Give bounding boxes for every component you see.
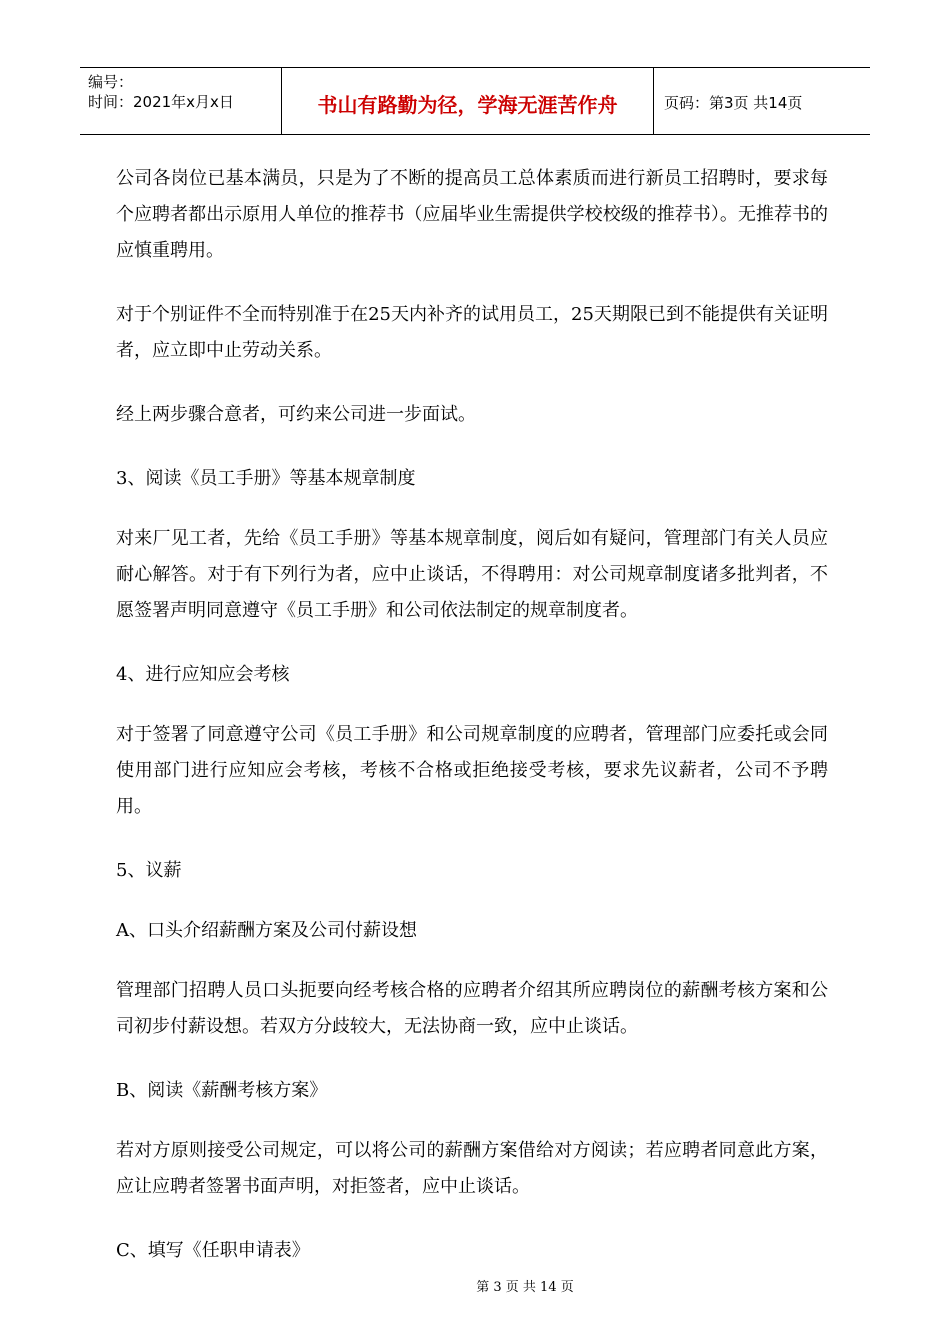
subsection-heading: C、填写《任职申请表》 <box>116 1240 310 1261</box>
page-footer: 第 3 页 共 14 页 <box>476 1280 574 1295</box>
paragraph: 管理部门招聘人员口头扼要向经考核合格的应聘者介绍其所应聘岗位的薪酬考核方案和公司初步付薪设想。若双方分歧较大，无法协商一致，应中止谈话。 <box>116 980 828 1037</box>
header-page-info: 页码：第3页 共14页 <box>664 93 803 112</box>
section-heading: 3、阅读《员工手册》等基本规章制度 <box>116 468 416 489</box>
paragraph: 对来厂见工者，先给《员工手册》等基本规章制度，阅后如有疑问，管理部门有关人员应耐心解答。对于有下列行为者，应中止谈话，不得聘用：对公司规章制度诸多批判者，不愿签署声明同意遵守《员工手册》和公司依法制定的规章制度者。 <box>116 528 828 621</box>
section-heading: 5、议薪 <box>116 860 182 881</box>
subsection-heading: A、口头介绍薪酬方案及公司付薪设想 <box>116 920 417 941</box>
paragraph: 对于个别证件不全而特别准于在25天内补齐的试用员工，25天期限已到不能提供有关证明者，应立即中止劳动关系。 <box>116 304 828 361</box>
paragraph: 经上两步骤合意者，可约来公司进一步面试。 <box>116 404 476 425</box>
section-heading: 4、进行应知应会考核 <box>116 664 290 685</box>
header-meta-cell <box>80 68 282 134</box>
paragraph: 若对方原则接受公司规定，可以将公司的薪酬方案借给对方阅读；若应聘者同意此方案，应让应聘者签署书面声明，对拒签者，应中止谈话。 <box>116 1140 828 1197</box>
header-motto: 书山有路勤为径，学海无涯苦作舟 <box>282 68 654 134</box>
paragraph: 公司各岗位已基本满员，只是为了不断的提高员工总体素质而进行新员工招聘时，要求每个应聘者都出示原用人单位的推荐书（应届毕业生需提供学校校级的推荐书）。无推荐书的应慎重聘用。 <box>116 168 828 261</box>
paragraph: 对于签署了同意遵守公司《员工手册》和公司规章制度的应聘者，管理部门应委托或会同使用部门进行应知应会考核，考核不合格或拒绝接受考核，要求先议薪者，公司不予聘用。 <box>116 724 828 817</box>
document-body <box>116 161 828 1293</box>
subsection-heading: B、阅读《薪酬考核方案》 <box>116 1080 328 1101</box>
time-label: 时间：2021年x月x日 <box>88 93 234 111</box>
page-header <box>80 67 870 135</box>
number-label: 编号： <box>88 73 134 91</box>
